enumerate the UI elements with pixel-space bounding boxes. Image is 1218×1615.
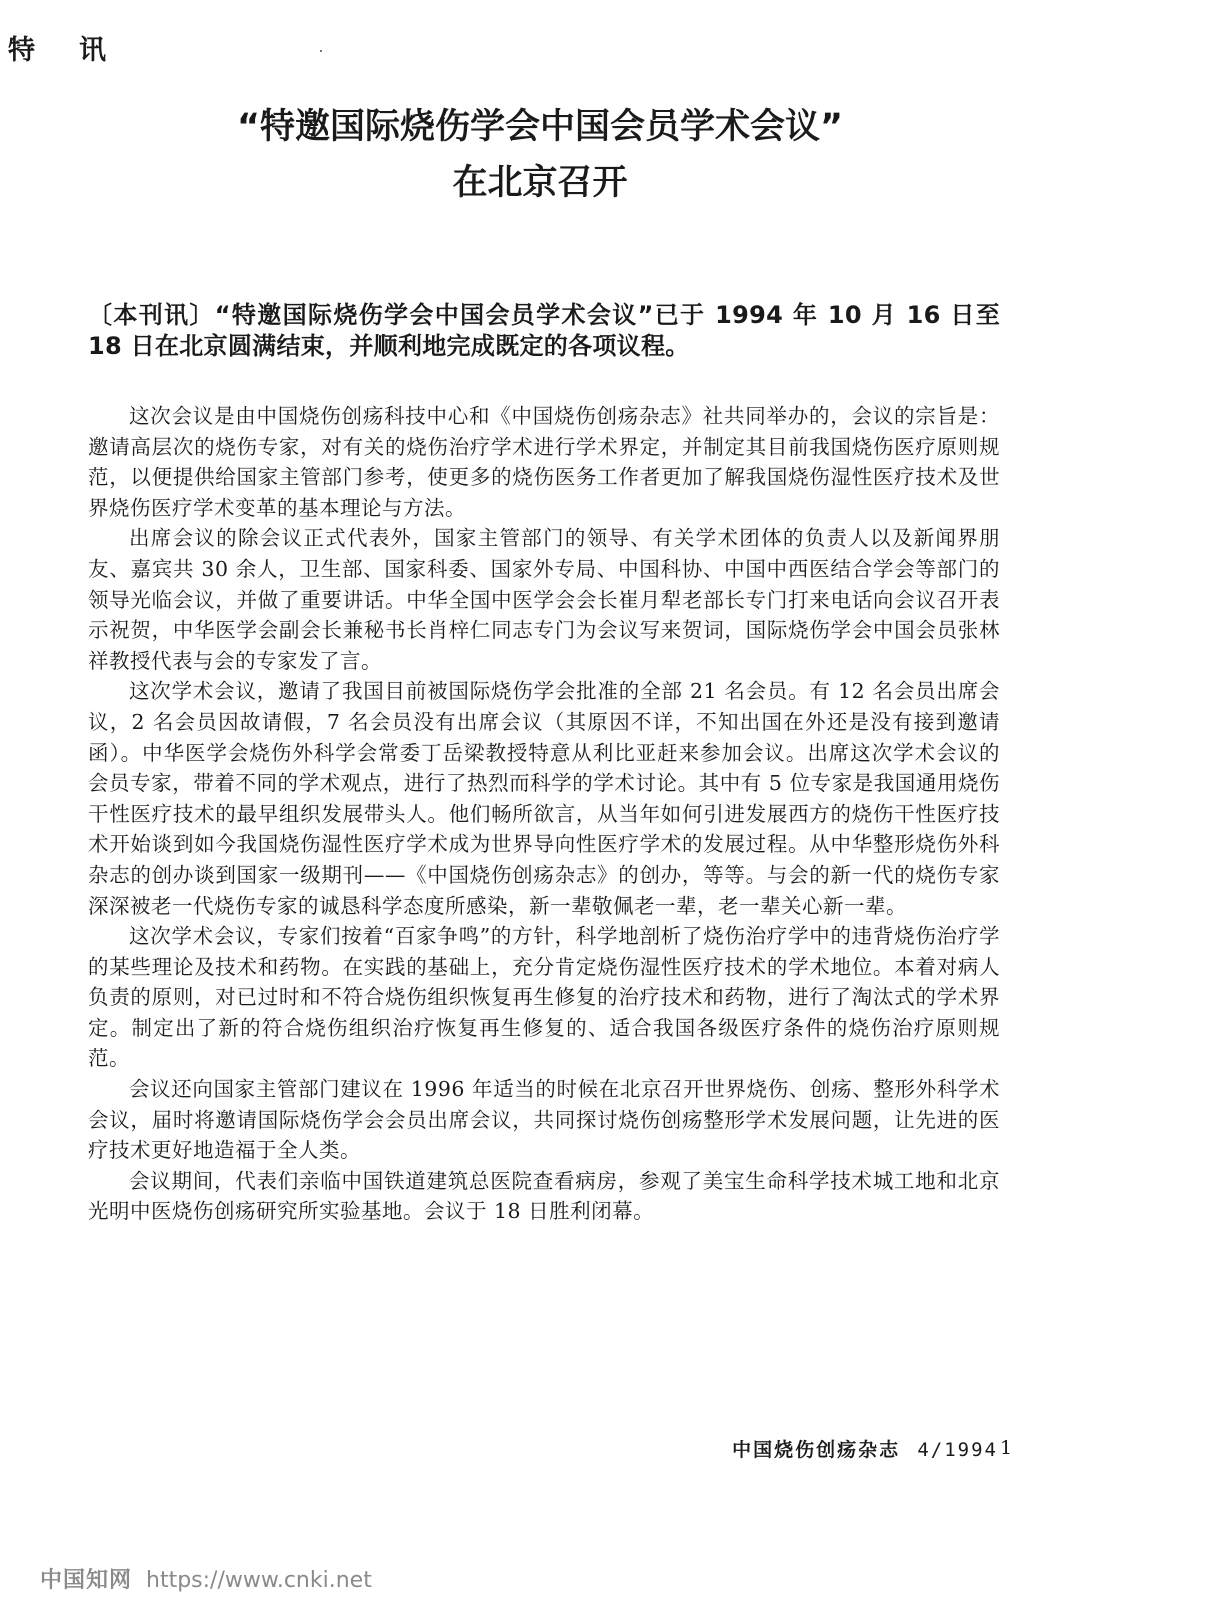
section-tag: 特讯 bbox=[8, 35, 150, 66]
body-paragraph-5: 会议还向国家主管部门建议在 1996 年适当的时候在北京召开世界烧伤、创疡、整形外科学术会议，届时将邀请国际烧伤学会会员出席会议，共同探讨烧伤创疡整形学术发展问题，让先进的医疗技术更好地造福于全人类。 bbox=[88, 1077, 1000, 1163]
lead-text: “特邀国际烧伤学会中国会员学术会议”已于 1994 年 10 月 16 日至 18 日在北京圆满结束，并顺利地完成既定的各项议程。 bbox=[88, 301, 1001, 360]
scan-speck bbox=[320, 50, 322, 52]
lead-tag: 〔本刊讯〕 bbox=[88, 301, 215, 329]
article-title-line-2: 在北京召开 bbox=[452, 163, 628, 203]
body-paragraph-6: 会议期间，代表们亲临中国铁道建筑总医院查看病房，参观了美宝生命科学技术城工地和北京光明中医烧伤创疡研究所实验基地。会议于 18 日胜利闭幕。 bbox=[88, 1168, 1000, 1224]
footer-journal-name: 中国烧伤创疡杂志 4/1994 bbox=[732, 1439, 998, 1461]
cnki-watermark bbox=[40, 1563, 372, 1594]
body-paragraph-3: 这次学术会议，邀请了我国目前被国际烧伤学会批准的全部 21 名会员。有 12 名会员出席会议，2 名会员因故请假，7 名会员没有出席会议（其原因不详，不知出国在外还是没有接到邀请函）。中华医学会烧伤外科学会常委丁岳梁教授特意从利比亚赶来参加会议。出席这次学术会议的会员专家，带着不同的学术观点，进行了热烈而科学的学术讨论。其中有 5 位专家是我国通用烧伤干性医疗技术的最早组织发展带头人。他们畅所欲言，从当年如何引进发展西方的烧伤干性医疗技术开始谈到如今我国烧伤湿性医疗学术成为世界导向性医疗学术的发展过程。从中华整形烧伤外科杂志的创办谈到国家一级期刊——《中国烧伤创疡杂志》的创办，等等。与会的新一代的烧伤专家深深被老一代烧伤专家的诚恳科学态度所感染，新一辈敬佩老一辈，老一辈关心新一辈。 bbox=[88, 679, 1000, 918]
lead-paragraph bbox=[88, 300, 1000, 362]
article-title-line-1: “特邀国际烧伤学会中国会员学术会议” bbox=[236, 107, 843, 147]
body-paragraph-4: 这次学术会议，专家们按着“百家争鸣”的方针，科学地剖析了烧伤治疗学中的违背烧伤治疗学的某些理论及技术和药物。在实践的基础上，充分肯定烧伤湿性医疗技术的学术地位。本着对病人负责的原则，对已过时和不符合烧伤组织恢复再生修复的治疗技术和药物，进行了淘汰式的学术界定。制定出了新的符合烧伤组织治疗恢复再生修复的、适合我国各级医疗条件的烧伤治疗原则规范。 bbox=[88, 924, 1000, 1071]
footer-page-number: 1 bbox=[1000, 1437, 1013, 1459]
article-body bbox=[88, 401, 1000, 1227]
footer-issue: 4/1994 bbox=[917, 1439, 998, 1461]
body-paragraph-1: 这次会议是由中国烧伤创疡科技中心和《中国烧伤创疡杂志》社共同举办的，会议的宗旨是：邀请高层次的烧伤专家，对有关的烧伤治疗学术进行学术界定，并制定其目前我国烧伤医疗原则规范，以便提供给国家主管部门参考，使更多的烧伤医务工作者更加了解我国烧伤湿性医疗技术及世界烧伤医疗学术变革的基本理论与方法。 bbox=[88, 404, 1000, 520]
watermark-url: https://www.cnki.net bbox=[146, 1568, 372, 1593]
watermark-logo: 中国知网 bbox=[40, 1568, 133, 1593]
body-paragraph-2: 出席会议的除会议正式代表外，国家主管部门的领导、有关学术团体的负责人以及新闻界朋友、嘉宾共 30 余人，卫生部、国家科委、国家外专局、中国科协、中国中西医结合学会等部门的领导光临会议，并做了重要讲话。中华全国中医学会会长崔月犁老部长专门打来电话向会议召开表示祝贺，中华医学会副会长兼秘书长肖梓仁同志专门为会议写来贺词，国际烧伤学会中国会员张林祥教授代表与会的专家发了言。 bbox=[88, 526, 1000, 673]
